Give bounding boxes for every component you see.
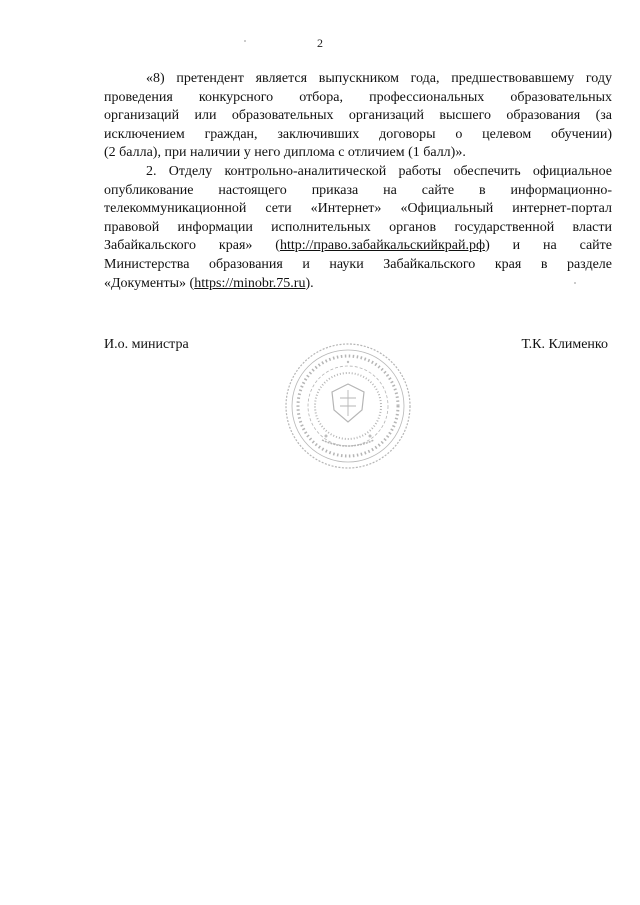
paragraph-line: Министерства образования и науки Забайкальского края в разделе [104,256,612,272]
scan-speck [244,40,246,42]
scan-speck [574,282,576,284]
website-link[interactable]: https://minobr.75.ru [194,275,306,291]
website-link[interactable]: http://право.забайкальскийкрай.рф [279,238,486,254]
paragraph-2 [104,163,612,293]
signer-title: И.о. министра [104,337,189,352]
paragraph-line: Забайкальского края» (http://право.забайкальскийкрай.рф) и на сайте [104,238,612,254]
signer-name: Т.К. Клименко [521,337,608,352]
paragraph-line: правовой информации исполнительных органов государственной власти [104,219,612,235]
paragraph-line: проведения конкурсного отбора, профессиональных образовательных [104,89,612,105]
paragraph-line: «8) претендент является выпускником года, предшествовавшему году [146,71,612,86]
paragraph-1 [104,70,612,163]
page-number: 2 [317,36,323,50]
paragraph-line: исключением граждан, заключивших договоры о целевом обучении) [104,126,612,142]
paragraph-line: опубликование настоящего приказа на сайте в информационно- [104,182,612,198]
paragraph-line: организаций или образовательных организаций высшего образования (за [104,108,612,124]
paragraph-line: 2. Отделу контрольно-аналитической работы обеспечить официальное [146,164,612,179]
official-seal-stamp [282,340,414,472]
paragraph-line: «Документы» (https://minobr.75.ru). [104,275,314,291]
paragraph-line: телекоммуникационной сети «Интернет» «Официальный интернет-портал [104,201,612,217]
paragraph-line: (2 балла), при наличии у него диплома с отличием (1 балл)». [104,145,466,161]
